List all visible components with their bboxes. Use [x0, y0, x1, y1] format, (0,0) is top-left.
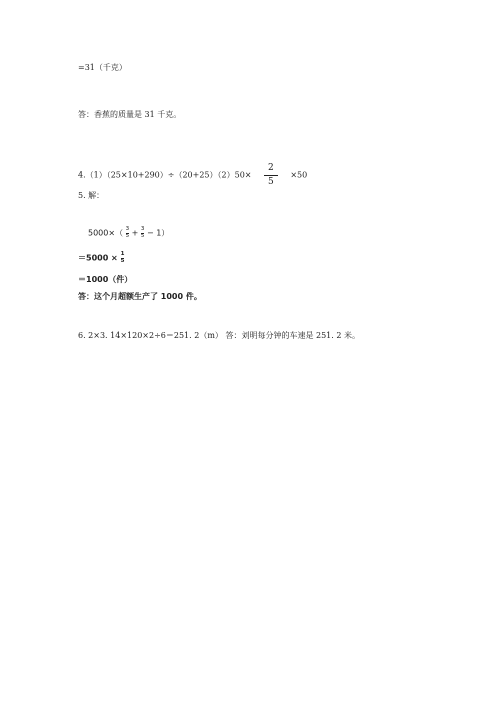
step2-part1: ＝5000 ×: [78, 253, 118, 263]
fraction-numerator: 3: [140, 226, 145, 232]
answer-line-production: 答：这个月超额生产了 1000 件。: [78, 292, 202, 301]
question-4-line: [78, 164, 307, 187]
fraction-three-fifths-a: [126, 227, 130, 239]
answer-line-banana: 答：香蕉的质量是 31 千克。: [78, 110, 182, 119]
equation-step-1: [88, 227, 169, 239]
fraction-three-fifths-b: [141, 227, 145, 239]
question-4-part2: ×50: [290, 170, 308, 180]
fraction-numerator: 2: [268, 163, 274, 173]
step1-part2: − 1）: [146, 228, 170, 238]
step1-part1: 5000×（: [88, 228, 124, 238]
question-4-part1: 4.（1）（25×10+290）÷（20+25）（2）50×: [78, 170, 252, 180]
fraction-denominator: 5: [268, 177, 274, 187]
equation-result-line: =31（千克）: [78, 63, 127, 72]
fraction-denominator: 5: [120, 257, 125, 264]
equation-step-3: ＝1000（件）: [78, 275, 133, 284]
fraction-numerator: 3: [125, 226, 130, 232]
fraction-numerator: 1: [120, 251, 125, 257]
fraction-denominator: 5: [140, 232, 145, 239]
plus-sign: +: [131, 228, 139, 238]
equation-step-2: [78, 252, 124, 264]
fraction-denominator: 5: [125, 232, 130, 239]
fraction-one-fifth: [121, 252, 125, 264]
fraction-two-fifths: [266, 164, 276, 187]
question-6-line: 6. 2×3. 14×120×2÷6＝251. 2（m） 答：刘明每分钟的车速是 251. 2 米。: [78, 331, 360, 340]
question-5-heading: 5. 解：: [78, 191, 105, 200]
